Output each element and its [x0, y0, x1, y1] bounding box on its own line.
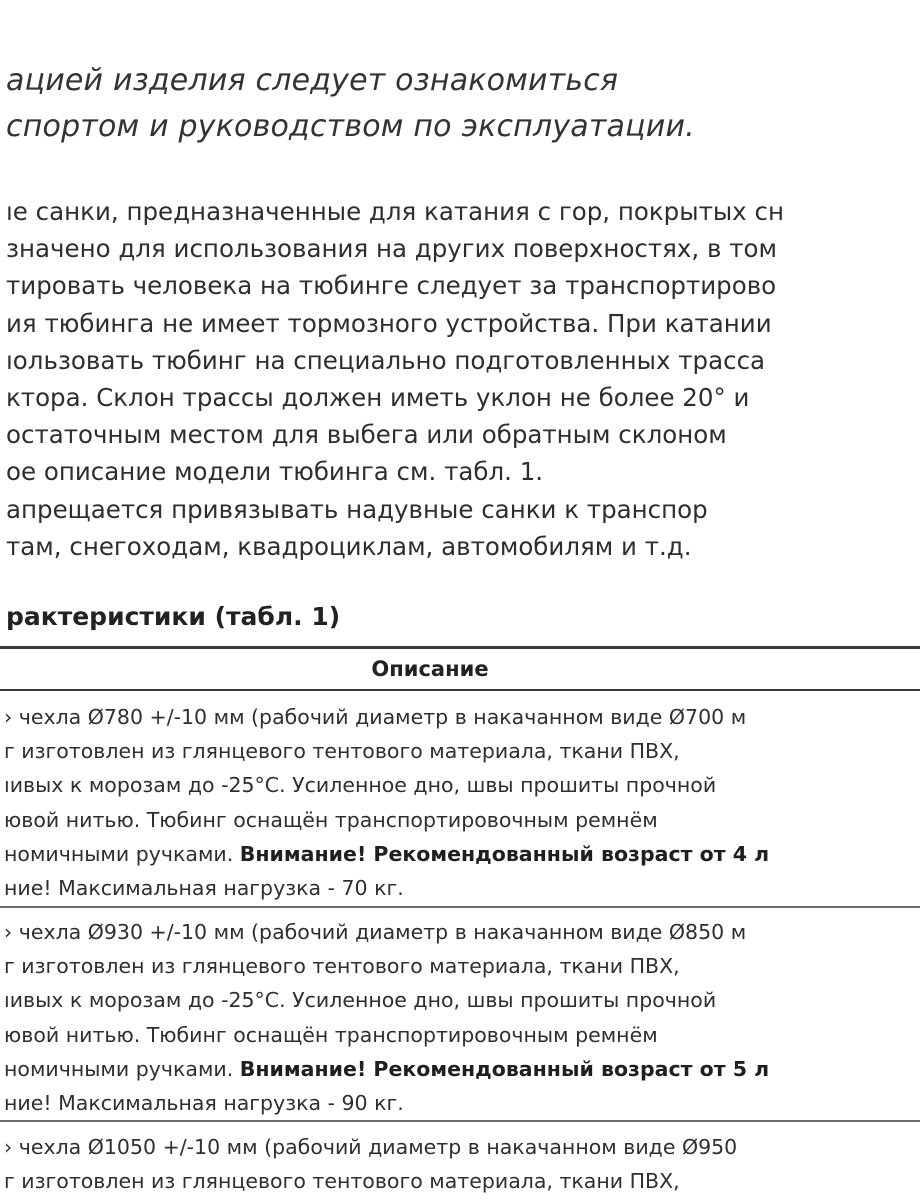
text-line: ия тюбинга не имеет тормозного устройства. При катании: [6, 308, 772, 338]
text-line: оe описание модели тюбинга см. табл. 1.: [6, 457, 544, 487]
row-text: номичными ручками.: [4, 1056, 240, 1081]
row-line: › чехла Ø1050 +/-10 мм (рабочий диаметр в накачанном виде Ø950: [4, 1135, 738, 1159]
table-header-rule: [0, 689, 920, 691]
text-line: ıe санки, предназначенные для катания с гор, покрытых сн: [6, 197, 784, 226]
row-line: ювой нитью. Тюбинг оснащён транспортировочным ремнём: [4, 1022, 658, 1047]
row-line: ние! Максимальная нагрузка - 90 кг.: [4, 1090, 404, 1115]
row-line: г изготовлен из глянцевого тентового материала, ткани ПВХ,: [4, 1169, 680, 1194]
row-line: ювой нитью. Тюбинг оснащён транспортировочным ремнём: [4, 807, 658, 832]
row-line: г изготовлен из глянцевого тентового материала, ткани ПВХ,: [4, 954, 680, 979]
row-line: › чехла Ø780 +/-10 мм (рабочий диаметр в накачанном виде Ø700 м: [4, 705, 747, 729]
table-row-divider: [0, 906, 920, 908]
row-text: номичными ручками.: [4, 841, 240, 866]
text-line: значено для использования на других поверхностях, в том: [6, 234, 777, 264]
row-line: ние! Максимальная нагрузка - 70 кг.: [4, 875, 404, 900]
age-warning: Внимание! Рекомендованный возраст от 4 л: [239, 841, 770, 866]
usage-paragraph: [6, 193, 784, 565]
section-heading: рактеристики (табл. 1): [6, 602, 341, 631]
text-line: остаточным местом для выбега или обратным склоном: [6, 420, 727, 450]
text-line: там, снегоходам, квадроциклам, автомобилям и т.д.: [6, 531, 692, 561]
intro-paragraph: [6, 58, 695, 150]
table-row: [4, 700, 769, 905]
text-line: тировать человека на тюбинге следует за транспортирово: [6, 271, 777, 301]
text-line: ктора. Склон трассы должен иметь уклон не более 20° и: [6, 382, 750, 412]
row-line: [4, 1052, 769, 1086]
row-line: г изготовлен из глянцевого тентового материала, ткани ПВХ,: [4, 739, 680, 764]
table-row: [4, 915, 769, 1120]
intro-line: ацией изделия следует ознакомиться: [6, 63, 619, 98]
table-header-description: Описание: [371, 657, 489, 681]
row-line: › чехла Ø930 +/-10 мм (рабочий диаметр в накачанном виде Ø850 м: [4, 920, 747, 944]
row-line: ıивых к морозам до -25°С. Усиленное дно, швы прошиты прочной: [4, 988, 717, 1013]
table-row-divider: [0, 1120, 920, 1122]
age-warning: Внимание! Рекомендованный возраст от 5 л: [239, 1056, 770, 1081]
text-line: ıользовать тюбинг на специально подготовленных трасса: [6, 345, 766, 375]
text-line: апрещается привязывать надувные санки к транспор: [6, 494, 708, 524]
table-row: [4, 1130, 737, 1198]
row-line: ıивых к морозам до -25°С. Усиленное дно, швы прошиты прочной: [4, 773, 717, 798]
row-line: [4, 837, 769, 871]
intro-line: спортом и руководством по эксплуатации.: [6, 109, 695, 144]
